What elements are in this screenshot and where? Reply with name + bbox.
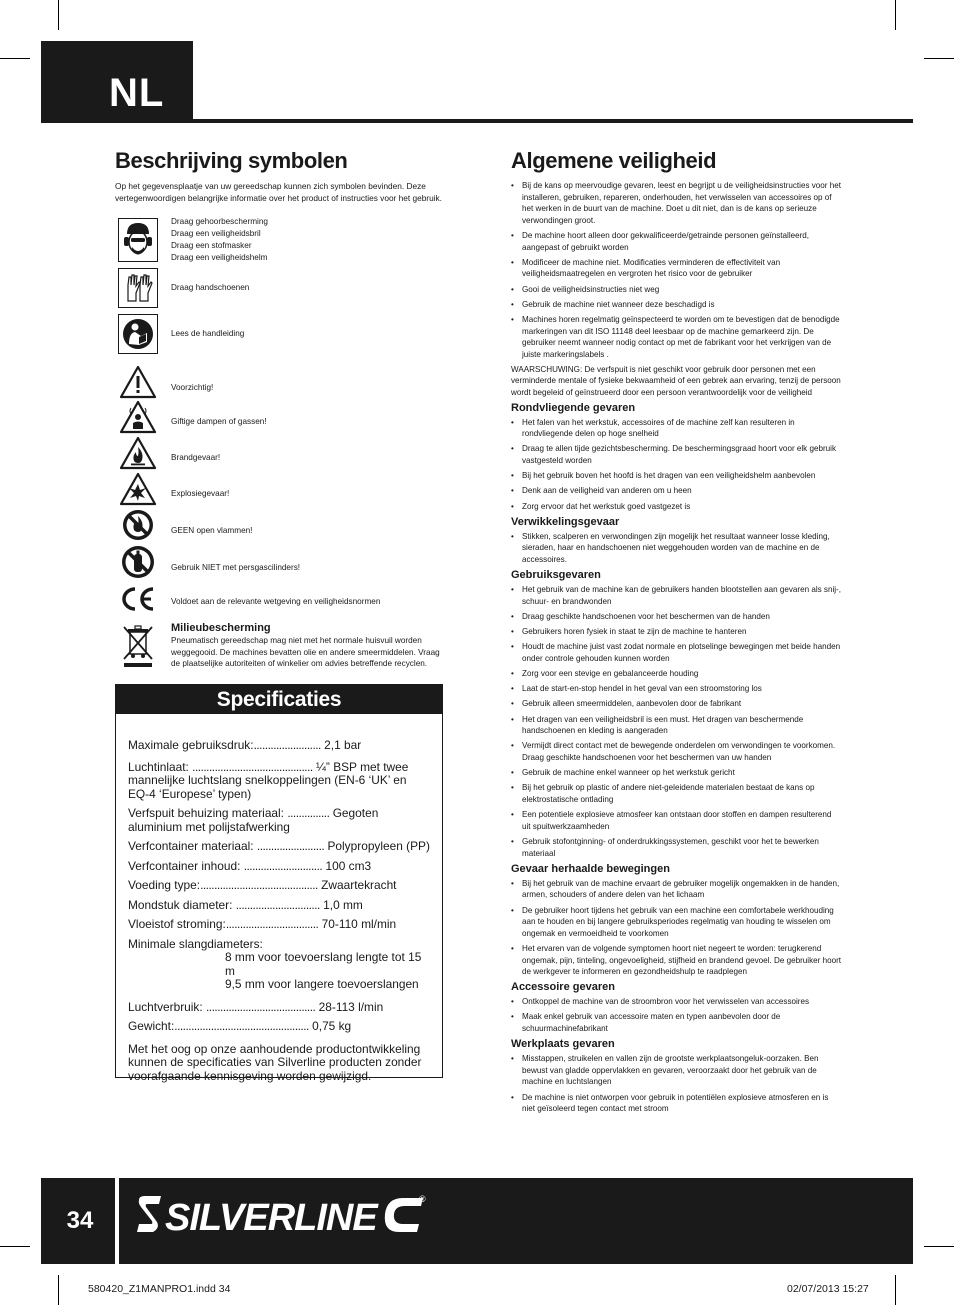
print-date: 02/07/2013 15:27 xyxy=(787,1283,869,1295)
spec-value: 0,75 kg xyxy=(312,1019,352,1033)
symbol-label: Draag een veiligheidsbril xyxy=(171,229,261,238)
spec-dots: .............................. xyxy=(235,897,320,912)
spec-label: Gewicht: xyxy=(128,1019,175,1033)
hazard-bullet: • Draag geschikte handschoenen voor het beschermen van de handen xyxy=(511,611,841,623)
hazard-bullet: • Ontkoppel de machine van de stroombron voor het verwisselen van accessoires xyxy=(511,996,841,1008)
spec-label: Luchtinlaat: xyxy=(128,759,189,774)
specifications-list xyxy=(116,714,442,1083)
crop-mark xyxy=(895,1275,896,1305)
spec-dots: ........................ xyxy=(253,738,321,752)
hazard-bullet-list xyxy=(511,1053,841,1115)
spec-row xyxy=(128,899,430,913)
spec-label: Luchtverbruik: xyxy=(128,999,203,1014)
symbol-label: Lees de handleiding xyxy=(171,329,245,338)
hazard-bullet: • De gebruiker hoort tijdens het gebruik van een machine een comfortabele werkhouding aan te houden en bij langere gebruiksperiodes regelmatig van houding te wisselen om ongemak en vermoeidheid te voorkomen xyxy=(511,905,841,940)
hazard-bullet-list xyxy=(511,531,841,566)
spec-row xyxy=(128,761,430,802)
hazard-bullet: • Stikken, scalperen en verwondingen zijn mogelijk het resultaat wanneer losse kleding, sieraden, haar en handschoenen niet weggehouden worden van de machine en de accessoires. xyxy=(511,531,841,566)
footer-separator xyxy=(115,1178,119,1264)
symbol-row xyxy=(115,216,445,264)
symbol-row xyxy=(115,582,445,616)
hazard-section-title: Accessoire gevaren xyxy=(511,981,615,994)
spec-label: Voeding type: xyxy=(128,878,201,892)
spec-row xyxy=(128,918,430,932)
hazard-bullet: • Laat de start-en-stop hendel in het geval van een stroomstoring los xyxy=(511,683,841,695)
spec-row xyxy=(128,860,430,874)
spec-value: 100 cm3 xyxy=(325,858,372,873)
spec-dots: ................................................ xyxy=(174,1019,309,1033)
symbol-label: Draag een stofmasker xyxy=(171,241,252,250)
symbol-label: Draag een veiligheidshelm xyxy=(171,253,268,262)
fire-hazard-icon xyxy=(119,436,157,470)
symbol-row xyxy=(115,400,445,434)
hazard-sections xyxy=(511,402,841,1115)
language-code: NL xyxy=(109,71,165,115)
spec-value: Zwaartekracht xyxy=(321,878,397,892)
hazard-bullet-list xyxy=(511,996,841,1034)
caution-icon xyxy=(119,365,157,399)
hazard-bullet: • De machine is niet ontworpen voor gebruik in potentiëlen explosieve atmosferen en is niet geïsoleerd tegen contact met stroom xyxy=(511,1092,841,1115)
hazard-bullet: • Zorg ervoor dat het werkstuk goed vastgezet is xyxy=(511,501,841,513)
symbol-row xyxy=(115,436,445,470)
symbol-row xyxy=(115,544,445,580)
safety-title: Algemene veiligheid xyxy=(511,148,717,173)
symbols-section xyxy=(115,148,445,670)
spec-dots: ............................ xyxy=(243,858,323,873)
spec-row-hose xyxy=(128,938,430,992)
symbol-row xyxy=(115,508,445,542)
brand-logo xyxy=(135,1192,435,1243)
hazard-bullet: • Gebruik de machine enkel wanneer op het werkstuk gericht xyxy=(511,767,841,779)
no-open-flames-icon xyxy=(120,508,156,542)
toxic-fumes-icon xyxy=(119,400,157,434)
symbol-label: Draag gehoorbescherming xyxy=(171,217,268,226)
spec-row xyxy=(128,807,430,834)
spec-label: Vloeistof stroming: xyxy=(128,917,226,931)
hazard-bullet: • Het falen van het werkstuk, accessoires of de machine zelf kan resulteren in rondvliegende delen op hoge snelheid xyxy=(511,417,841,440)
symbol-row xyxy=(115,472,445,506)
file-name: 580420_Z1MANPRO1.indd 34 xyxy=(88,1283,231,1295)
brand-wordmark: SILVERLINE xyxy=(165,1197,377,1238)
crop-mark xyxy=(0,58,30,59)
header-rule xyxy=(193,119,913,123)
specifications-box xyxy=(115,684,443,1083)
hazard-bullet-list xyxy=(511,417,841,513)
hazard-bullet-list xyxy=(511,584,841,859)
specifications-title: Specificaties xyxy=(116,685,442,714)
hazard-section-title: Verwikkelingsgevaar xyxy=(511,515,620,528)
crop-mark xyxy=(924,1246,954,1247)
crop-mark xyxy=(895,0,896,30)
safety-intro-list xyxy=(511,180,841,360)
ce-mark-icon xyxy=(118,585,158,613)
symbols-intro: Op het gegevensplaatje van uw gereedschap kunnen zich symbolen bevinden. Deze vertegenwoordigen belangrijke informatie over het product of instructies voor het gebruik. xyxy=(115,181,442,203)
hazard-bullet-list xyxy=(511,878,841,978)
spec-value: 28-113 l/min xyxy=(318,999,384,1014)
hazard-section-title: Werkplaats gevaren xyxy=(511,1038,615,1051)
spec-label: Verfspuit behuizing materiaal: xyxy=(128,806,284,820)
hazard-bullet: • Het dragen van een veiligheidsbril is een must. Het dragen van beschermende handschoenen en kleding is aangeraden xyxy=(511,714,841,737)
hazard-bullet: • Vermijdt direct contact met de bewegende onderdelen om verwondingen te voorkomen. Draag geschikte handschoenen voor het beschermen van uw handen xyxy=(511,740,841,763)
environment-body: Pneumatisch gereedschap mag niet met het normale huisvuil worden weggegooid. De machines bevatten olie en andere smeermiddelen. Vraag de plaatselijke autoriteiten of winkelier om advies betreffende recyclen. xyxy=(171,636,440,668)
hazard-bullet: • Bij het gebruik van de machine ervaart de gebruiker mogelijk ongemakken in de handen, armen, schouders of andere delen van het lichaam xyxy=(511,878,841,901)
spec-value: ¼” BSP met twee mannelijke luchtslang snelkoppelingen (EN-6 ‘UK’ en EQ-4 ‘Europese’ typen) xyxy=(128,759,409,801)
warning-text: WAARSCHUWING: De verfspuit is niet geschikt voor gebruik door personen met een verminderde mentale of fysieke bekwaamheid of een gebrek aan ervaring, tenzij de persoon wordt begeleid of geïnstrueerd door een persoon verantwoordelijk voor de veiligheid xyxy=(511,364,841,398)
spec-row xyxy=(128,840,430,854)
spec-value: 2,1 bar xyxy=(324,738,362,752)
safety-bullet: • Machines horen regelmatig geïnspecteerd te worden om te bevestigen dat de benodigde markeringen van dit ISO 11148 deel leesbaar op de machine gemarkeerd zijn. De gebruiker neemt wanneer nodig contact op met de fabrikant voor het verkrijgen van de juiste markeringslabels . xyxy=(511,314,841,360)
hazard-bullet: • Gebruik alleen smeermiddelen, aanbevolen door de fabrikant xyxy=(511,698,841,710)
spec-value: Gegoten aluminium met polijstafwerking xyxy=(128,806,379,834)
gloves-icon xyxy=(118,268,158,308)
explosion-hazard-icon xyxy=(119,472,157,506)
safety-bullet: • Bij de kans op meervoudige gevaren, leest en begrijpt u de veiligheidsinstructies voor het installeren, gebruiken, repareren, onderhouden, het verwisselen van accessoires op of het werken in de buurt van de machine. Doet u dit niet, dan is de kans op serieuze verwondingen groot. xyxy=(511,180,841,226)
hazard-bullet: • Misstappen, struikelen en vallen zijn de grootste werkplaatsongeluk-oorzaken. Ben bewust van gladde oppervlakken en gevaren, veroorzaakt door het gebruik van de machine en luchtslangen xyxy=(511,1053,841,1088)
safety-section xyxy=(511,148,841,1118)
hazard-bullet: • Bij het gebruik op plastic of andere niet-geleidende materialen bestaat de kans op elektrostatische ontlading xyxy=(511,782,841,805)
hazard-section-title: Gevaar herhaalde bewegingen xyxy=(511,862,670,875)
symbol-row xyxy=(115,312,445,356)
weee-bin-icon xyxy=(120,624,156,670)
spec-note: Met het oog op onze aanhoudende productontwikkeling kunnen de specificaties van Silverline producten zonder voorafgaande kennisgeving worden gewijzigd. xyxy=(128,1041,422,1083)
page-number: 34 xyxy=(66,1207,94,1234)
symbol-row-environment xyxy=(115,622,445,670)
crop-mark xyxy=(924,58,954,59)
hazard-bullet: • Het gebruik van de machine kan de gebruikers handen blootstellen aan gevaren als snij-, schuur- en brandwonden xyxy=(511,584,841,607)
read-manual-icon xyxy=(118,314,158,354)
no-gas-cylinders-icon xyxy=(120,544,156,580)
safety-bullet: • De machine hoort alleen door gekwalificeerde/getrainde personen geïnstalleerd, aangepast of gebruikt worden xyxy=(511,230,841,253)
hazard-bullet: • Denk aan de veiligheid van anderen om u heen xyxy=(511,485,841,497)
symbol-label: Voorzichtig! xyxy=(171,383,214,392)
registered-mark: ® xyxy=(419,1194,426,1204)
spec-label: Maximale gebruiksdruk: xyxy=(128,738,254,752)
spec-value: 8 mm voor toevoerslang lengte tot 15 m xyxy=(225,950,422,978)
spec-row xyxy=(128,1020,430,1034)
safety-bullet: • Modificeer de machine niet. Modificaties verminderen de effectiviteit van veiligheidsmaatregelen en vergroten het risico voor de gebruiker xyxy=(511,257,841,280)
symbol-label: Brandgevaar! xyxy=(171,453,221,462)
hazard-bullet: • Een potentiele explosieve atmosfeer kan ontstaan door stoffen en dampen resulterend uit spuitwerkzaamheden xyxy=(511,809,841,832)
safety-bullet: • Gebruik de machine niet wanneer deze beschadigd is xyxy=(511,299,841,311)
hazard-section-title: Gebruiksgevaren xyxy=(511,569,601,582)
symbol-label: Gebruik NIET met persgascilinders! xyxy=(171,563,301,572)
crop-mark xyxy=(58,1275,59,1305)
symbol-label: Explosiegevaar! xyxy=(171,489,230,498)
hazard-bullet: • Bij het gebruik boven het hoofd is het dragen van een veiligheidshelm aanbevolen xyxy=(511,470,841,482)
spec-row xyxy=(128,739,430,753)
hazard-bullet: • Het ervaren van de volgende symptomen hoort niet negeert te worden: terugkerend ongemak, pijn, tinteling, ongevoeligheid, stijfheid en brandend gevoel. De gebruiker hoort de werkgever te informeren en gezondheidshulp te raadplegen xyxy=(511,943,841,978)
hazard-bullet: • Houdt de machine juist vast zodat normale en plotselinge bewegingen met beide handen onder controle gehouden kunnen worden xyxy=(511,641,841,664)
language-tab xyxy=(41,41,193,123)
symbol-label: Giftige dampen of gassen! xyxy=(171,417,267,426)
hazard-bullet: • Draag te allen tijde gezichtsbescherming. De beschermingsgraad hoort voor elk gebruik vastgesteld worden xyxy=(511,443,841,466)
hazard-bullet: • Gebruik stofontginning- of onderdrukkingssystemen, geschikt voor het te bewerken materiaal xyxy=(511,836,841,859)
spec-dots: ............... xyxy=(287,806,330,820)
spec-value: 70-110 ml/min xyxy=(321,917,397,931)
hazard-section-title: Rondvliegende gevaren xyxy=(511,401,636,414)
crop-mark xyxy=(58,0,59,30)
spec-value: 1,0 mm xyxy=(323,897,363,912)
safety-bullet: • Gooi de veiligheidsinstructies niet weg xyxy=(511,284,841,296)
spec-dots: .......................................... xyxy=(200,878,318,892)
spec-row xyxy=(128,1001,430,1015)
spec-row xyxy=(128,879,430,893)
symbols-title: Beschrijving symbolen xyxy=(115,148,348,173)
spec-dots: ................................. xyxy=(225,917,319,931)
spec-label: Verfcontainer materiaal: xyxy=(128,839,254,853)
spec-dots: ........................ xyxy=(256,839,325,853)
spec-value: Polypropyleen (PP) xyxy=(327,839,430,853)
spec-dots: ....................................... xyxy=(206,999,316,1014)
ppe-head-icon xyxy=(118,218,158,262)
symbol-label: GEEN open vlammen! xyxy=(171,526,253,535)
spec-dots: ........................................... xyxy=(192,759,313,774)
symbol-label: Voldoet aan de relevante wetgeving en veiligheidsnormen xyxy=(171,597,381,606)
spec-value: 9,5 mm voor langere toevoerslangen xyxy=(225,977,419,991)
symbol-label: Draag handschoenen xyxy=(171,283,250,292)
environment-title: Milieubescherming xyxy=(171,622,271,634)
hazard-bullet: • Maak enkel gebruik van accessoire maten en typen aanbevolen door de schuurmachinefabrikant xyxy=(511,1011,841,1034)
crop-mark xyxy=(0,1246,30,1247)
symbol-row xyxy=(115,266,445,310)
symbol-row xyxy=(115,364,445,400)
spec-label: Verfcontainer inhoud: xyxy=(128,858,241,873)
spec-label: Mondstuk diameter: xyxy=(128,897,233,912)
hazard-bullet: • Gebruikers horen fysiek in staat te zijn de machine te hanteren xyxy=(511,626,841,638)
hazard-bullet: • Zorg voor een stevige en gebalanceerde houding xyxy=(511,668,841,680)
spec-label: Minimale slangdiameters: xyxy=(128,936,263,951)
